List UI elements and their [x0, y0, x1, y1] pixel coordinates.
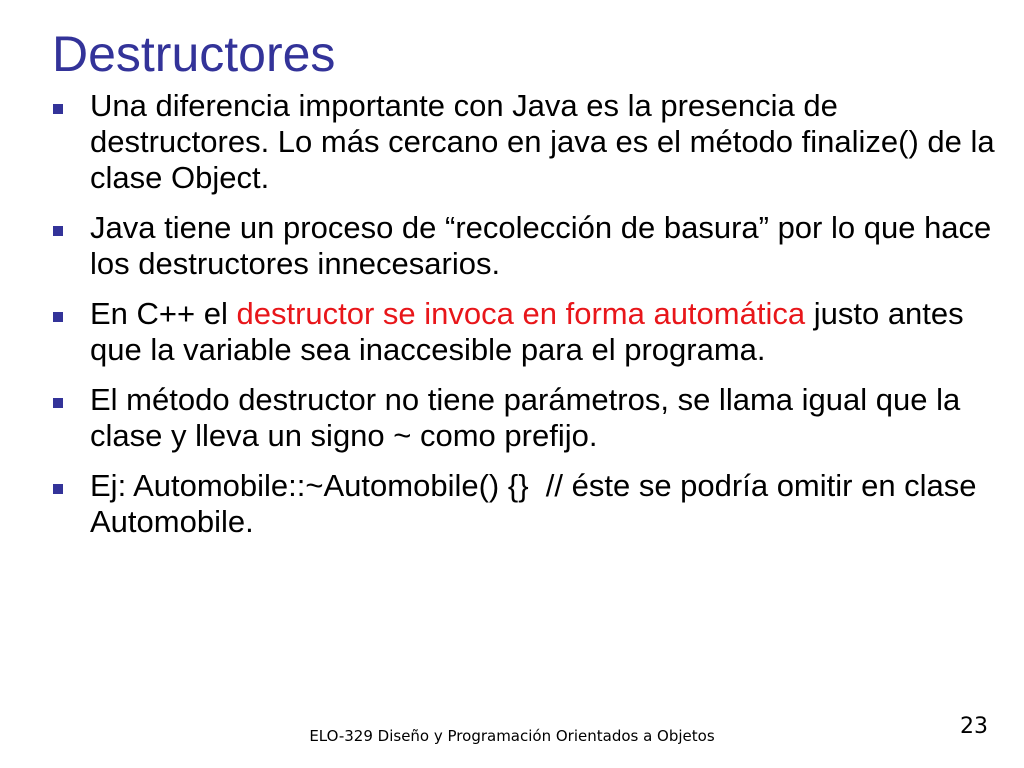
bullet-text: El método destructor no tiene parámetros, se llama igual que la clase y lleva un signo ~ como prefijo.: [90, 382, 961, 453]
bullet-item: [48, 88, 1003, 196]
square-bullet-icon: [53, 312, 63, 322]
square-bullet-icon: [53, 484, 63, 494]
bullet-item: [48, 210, 1003, 282]
bullet-item: [48, 468, 1003, 540]
bullet-text: Una diferencia importante con Java es la presencia de destructores. Lo más cercano en java es el método finalize() de la clase Object.: [90, 88, 995, 195]
square-bullet-icon: [53, 226, 63, 236]
bullet-text-post: justo antes que la variable sea inaccesible para el programa.: [90, 296, 964, 367]
bullet-item: [48, 382, 1003, 454]
highlighted-text: destructor se invoca en forma automática: [236, 296, 806, 331]
bullet-text: Ej: Automobile::~Automobile() {} // éste se podría omitir en clase Automobile.: [90, 468, 984, 539]
square-bullet-icon: [53, 104, 63, 114]
slide-title: Destructores: [52, 26, 336, 82]
bullet-text-pre: En C++ el: [90, 296, 237, 331]
bullet-list: [48, 88, 1003, 554]
square-bullet-icon: [53, 398, 63, 408]
page-number: 23: [960, 714, 988, 739]
bullet-text: Java tiene un proceso de “recolección de basura” por lo que hace los destructores innecesarios.: [90, 210, 992, 281]
footer-text: ELO-329 Diseño y Programación Orientados a Objetos: [309, 727, 715, 745]
bullet-item: [48, 296, 1003, 368]
